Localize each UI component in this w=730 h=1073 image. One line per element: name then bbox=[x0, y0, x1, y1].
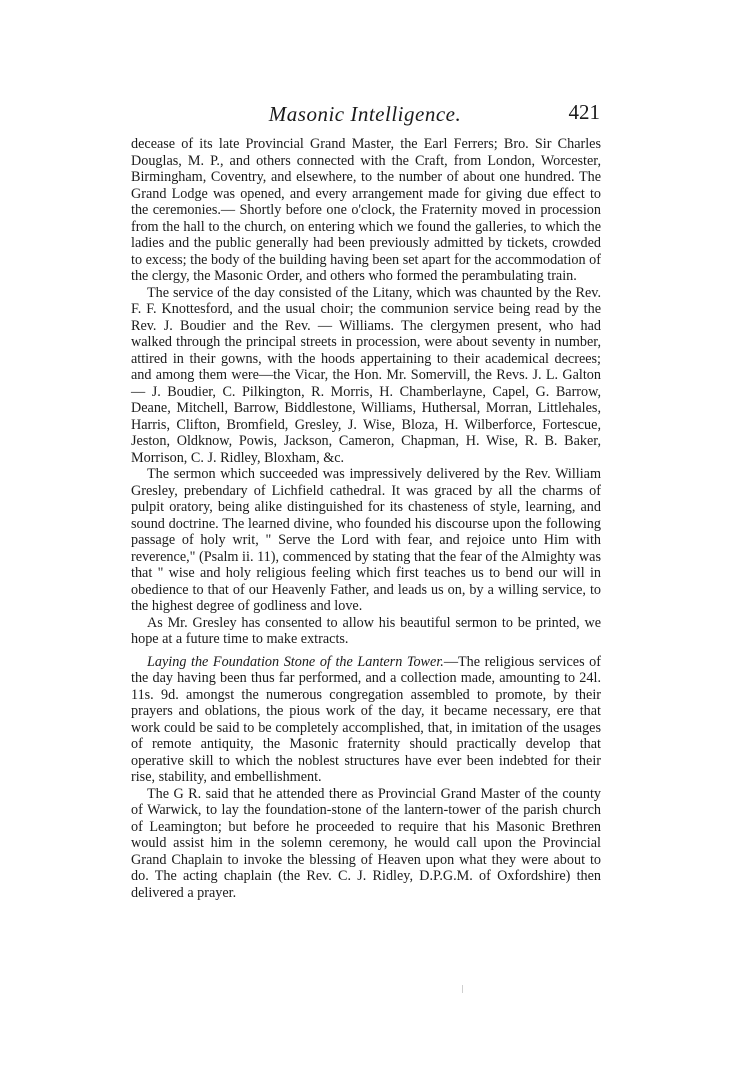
paragraph-sermon: The sermon which succeeded was impressively delivered by the Rev. William Gresley, prebendary of Lichfield cathedral. It was graced by all the charms of pulpit oratory, being alike distinguished for its chasteness of style, learning, and sound doctrine. The learned divine, who founded his discourse upon the following passage of holy writ, " Serve the Lord with fear, and rejoice unto Him with reverence," (Psalm ii. 11), commenced by stating that the fear of the Almighty was that " wise and holy religious feeling which first teaches us to bend our will in obedience to that of our Heavenly Father, and leads us on, by a willing service, to the highest degree of godliness and love. bbox=[131, 466, 601, 614]
section-heading: Laying the Foundation Stone of the Lantern Tower. bbox=[147, 653, 444, 670]
page-header bbox=[130, 100, 600, 130]
section-text: —The religious services of the day having been thus far performed, and a collection made, amounting to 24l. 11s. 9d. amongst the numerous congregation assembled to promote, by their prayers and oblations, the pious work of the day, it became necessary, ere that work could be said to be completely accomplished, that, in imitation of the usages of remote antiquity, the Masonic fraternity should practically develop that operative skill to which the noblest structures have ever been indebted for their rise, stability, and embellishment. bbox=[131, 653, 601, 785]
paragraph-foundation-stone bbox=[131, 654, 601, 786]
paragraph-continuation: decease of its late Provincial Grand Master, the Earl Ferrers; Bro. Sir Charles Douglas, M. P., and others connected with the Craft, from London, Worcester, Birmingham, Coventry, and elsewhere, to the number of about one hundred. The Grand Lodge was opened, and every arrangement made for giving due effect to the ceremonies.— Shortly before one o'clock, the Fraternity moved in procession from the hall to the church, on entering which we found the galleries, to which the ladies and the public generally had been previously admitted by tickets, crowded to excess; the body of the building having been set apart for the accommodation of the clergy, the Masonic Order, and others who formed the perambulating train. bbox=[131, 136, 601, 284]
page-number: 421 bbox=[568, 100, 600, 124]
page-end-mark bbox=[462, 985, 463, 993]
paragraph-printing-note: As Mr. Gresley has consented to allow his beautiful sermon to be printed, we hope at a future time to make extracts. bbox=[131, 614, 601, 647]
running-title: Masonic Intelligence. bbox=[268, 102, 462, 126]
paragraph-grand-master-address: The G R. said that he attended there as Provincial Grand Master of the county of Warwick, to lay the foundation-stone of the lantern-tower of the parish church of Leamington; but before he proceeded to require that his Masonic Brethren would assist him in the solemn ceremony, he would call upon the Provincial Grand Chaplain to invoke the blessing of Heaven upon what they were about to do. The acting chaplain (the Rev. C. J. Ridley, D.P.G.M. of Oxfordshire) then delivered a prayer. bbox=[131, 785, 601, 901]
paragraph-service: The service of the day consisted of the Litany, which was chaunted by the Rev. F. F. Knottesford, and the usual choir; the communion service being read by the Rev. J. Boudier and the Rev. — Williams. The clergymen present, who had walked through the principal streets in procession, were about seventy in number, attired in their gowns, with the hoods appertaining to their academical decrees; and among them were—the Vicar, the Hon. Mr. Somervill, the Revs. J. L. Galton— J. Boudier, C. Pilkington, R. Morris, H. Chamberlayne, Capel, G. Barrow, Deane, Mitchell, Barrow, Biddlestone, Williams, Huthersal, Morran, Littlehales, Harris, Clifton, Bromfield, Gresley, J. Wise, Bloza, H. Wilberforce, Fortescue, Jeston, Oldknow, Powis, Jackson, Cameron, Chapman, H. Wise, R. B. Baker, Morrison, C. J. Ridley, Bloxham, &c. bbox=[131, 284, 601, 466]
article-body bbox=[131, 136, 601, 901]
